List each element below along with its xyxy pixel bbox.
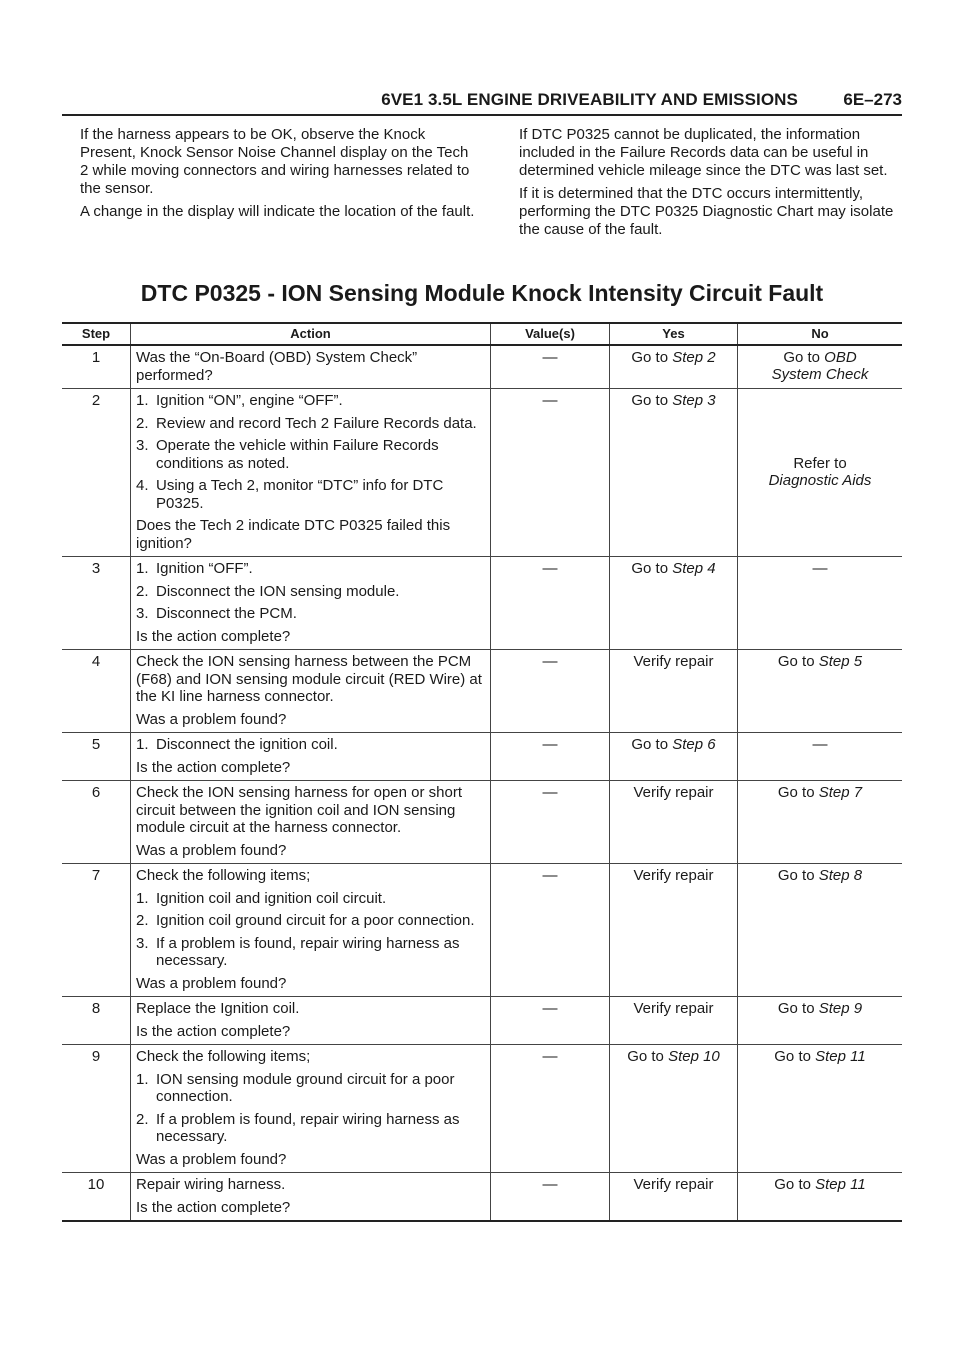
list-item bbox=[136, 736, 485, 754]
yes-reference: Step 6 bbox=[672, 736, 716, 753]
action-cell bbox=[131, 733, 491, 781]
yes-cell bbox=[610, 864, 738, 997]
value-cell: — bbox=[491, 1045, 610, 1173]
action-substep bbox=[136, 912, 485, 930]
yes-text: Verify repair bbox=[633, 1000, 714, 1017]
action-cell bbox=[131, 1045, 491, 1173]
table-row bbox=[62, 389, 902, 557]
value-cell: — bbox=[491, 864, 610, 997]
action-question: Does the Tech 2 indicate DTC P0325 failed this ignition? bbox=[136, 517, 451, 552]
no-cell bbox=[738, 557, 903, 650]
list-item bbox=[136, 890, 485, 908]
no-reference: Step 5 bbox=[818, 653, 863, 670]
list-number: 2. bbox=[136, 414, 149, 432]
action-question: Was a problem found? bbox=[136, 710, 287, 728]
no-reference: Diagnostic Aids bbox=[768, 472, 872, 489]
list-text: Ignition “ON”, engine “OFF”. bbox=[156, 392, 343, 409]
no-cell bbox=[738, 650, 903, 733]
step-number: 2 bbox=[62, 389, 131, 557]
action-text: Repair wiring harness. bbox=[136, 1176, 286, 1193]
list-number: 1. bbox=[136, 392, 149, 409]
no-text: Go to bbox=[774, 1176, 816, 1193]
list-text: Ignition “OFF”. bbox=[156, 560, 253, 577]
action-cell bbox=[131, 1173, 491, 1222]
yes-cell bbox=[610, 733, 738, 781]
yes-reference: Step 4 bbox=[672, 560, 716, 577]
yes-cell bbox=[610, 345, 738, 389]
list-item bbox=[136, 415, 485, 433]
yes-cell bbox=[610, 1045, 738, 1173]
yes-text: Verify repair bbox=[633, 784, 714, 801]
list-number: 1. bbox=[136, 736, 149, 753]
table-row bbox=[62, 997, 902, 1045]
no-text: Go to bbox=[777, 867, 819, 884]
no-text: Go to bbox=[777, 784, 819, 801]
intro-paragraph: If DTC P0325 cannot be duplicated, the information included in the Failure Records data can be useful in determined vehicle mileage since the DTC was last set. bbox=[519, 126, 888, 179]
list-number: 4. bbox=[136, 477, 149, 494]
action-cell bbox=[131, 389, 491, 557]
action-cell bbox=[131, 345, 491, 389]
no-reference: Step 7 bbox=[818, 784, 863, 801]
value-cell: — bbox=[491, 781, 610, 864]
no-reference: Step 11 bbox=[815, 1048, 866, 1065]
action-question: Is the action complete? bbox=[136, 627, 291, 645]
yes-text: Verify repair bbox=[633, 653, 714, 670]
action-cell bbox=[131, 864, 491, 997]
value-cell: — bbox=[491, 1173, 610, 1222]
no-text: — bbox=[812, 736, 828, 753]
action-substep bbox=[136, 560, 485, 578]
step-number: 10 bbox=[62, 1173, 131, 1222]
list-number: 2. bbox=[136, 1110, 149, 1128]
yes-text: Go to bbox=[631, 349, 673, 366]
list-number: 1. bbox=[136, 889, 149, 907]
list-text: Operate the vehicle within Failure Records conditions as noted. bbox=[156, 437, 439, 472]
action-substep bbox=[136, 1071, 485, 1106]
action-cell bbox=[131, 997, 491, 1045]
value-cell: — bbox=[491, 650, 610, 733]
action-question: Is the action complete? bbox=[136, 1198, 291, 1216]
col-header-action: Action bbox=[131, 323, 491, 345]
yes-text: Go to bbox=[631, 736, 673, 753]
no-cell bbox=[738, 389, 903, 557]
action-substep bbox=[136, 890, 485, 908]
yes-cell bbox=[610, 389, 738, 557]
no-text: Go to bbox=[774, 1048, 816, 1065]
no-cell bbox=[738, 864, 903, 997]
list-item bbox=[136, 605, 485, 623]
yes-reference: Step 10 bbox=[668, 1048, 720, 1065]
action-substep bbox=[136, 583, 485, 601]
list-item bbox=[136, 935, 485, 970]
list-number: 2. bbox=[136, 582, 149, 600]
no-cell bbox=[738, 733, 903, 781]
action-cell bbox=[131, 650, 491, 733]
step-number: 5 bbox=[62, 733, 131, 781]
list-text: Disconnect the ignition coil. bbox=[156, 736, 338, 753]
no-cell bbox=[738, 781, 903, 864]
no-reference: OBD System Check bbox=[771, 349, 869, 383]
table-row bbox=[62, 557, 902, 650]
action-question: Was a problem found? bbox=[136, 974, 287, 992]
yes-reference: Step 3 bbox=[672, 392, 716, 409]
action-question: Was a problem found? bbox=[136, 841, 287, 859]
action-text: Check the ION sensing harness for open or short circuit between the ignition coil and ION sensing module circuit at the harness connector. bbox=[136, 784, 463, 836]
col-header-values: Value(s) bbox=[491, 323, 610, 345]
step-number: 1 bbox=[62, 345, 131, 389]
list-text: If a problem is found, repair wiring harness as necessary. bbox=[156, 1110, 460, 1145]
action-question: Was a problem found? bbox=[136, 1150, 287, 1168]
list-number: 1. bbox=[136, 1070, 149, 1088]
yes-cell bbox=[610, 997, 738, 1045]
action-question: Was the “On-Board (OBD) System Check” performed? bbox=[136, 349, 418, 384]
table-row bbox=[62, 650, 902, 733]
list-number: 2. bbox=[136, 912, 149, 929]
intro-right-column bbox=[519, 126, 901, 244]
no-text: Go to bbox=[777, 1000, 819, 1017]
table-row bbox=[62, 781, 902, 864]
list-text: Review and record Tech 2 Failure Records data. bbox=[156, 414, 477, 432]
value-cell: — bbox=[491, 557, 610, 650]
page-number: 6E–273 bbox=[843, 90, 902, 109]
step-number: 9 bbox=[62, 1045, 131, 1173]
action-substep bbox=[136, 736, 485, 754]
action-cell bbox=[131, 557, 491, 650]
chart-title: DTC P0325 - ION Sensing Module Knock Intensity Circuit Fault bbox=[140, 280, 824, 306]
no-cell bbox=[738, 345, 903, 389]
value-cell: — bbox=[491, 733, 610, 781]
action-substep bbox=[136, 605, 485, 623]
step-number: 4 bbox=[62, 650, 131, 733]
step-number: 8 bbox=[62, 997, 131, 1045]
list-text: Ignition coil and ignition coil circuit. bbox=[156, 889, 387, 907]
no-text: Go to bbox=[777, 653, 819, 670]
step-number: 7 bbox=[62, 864, 131, 997]
yes-cell bbox=[610, 557, 738, 650]
action-text: Check the ION sensing harness between the PCM (F68) and ION sensing module circuit (RED Wire) at the KI line harness connector. bbox=[136, 653, 482, 705]
list-item bbox=[136, 1111, 485, 1146]
no-text: — bbox=[812, 560, 828, 577]
list-item bbox=[136, 583, 485, 601]
intro-left-column bbox=[80, 126, 475, 226]
yes-text: Verify repair bbox=[633, 1176, 714, 1193]
yes-cell bbox=[610, 1173, 738, 1222]
list-text: If a problem is found, repair wiring harness as necessary. bbox=[156, 934, 460, 969]
page-header bbox=[62, 88, 902, 116]
list-text: Using a Tech 2, monitor “DTC” info for DTC P0325. bbox=[156, 477, 444, 512]
intro-paragraph: If it is determined that the DTC occurs intermittently, performing the DTC P0325 Diagnostic Chart may isolate the cause of the fault. bbox=[519, 185, 894, 238]
action-substep bbox=[136, 437, 485, 472]
action-substep bbox=[136, 415, 485, 433]
list-item bbox=[136, 392, 485, 410]
list-text: Ignition coil ground circuit for a poor connection. bbox=[156, 912, 475, 929]
value-cell: — bbox=[491, 345, 610, 389]
yes-reference: Step 2 bbox=[672, 349, 716, 366]
action-substep bbox=[136, 392, 485, 410]
table-body bbox=[62, 345, 902, 1221]
action-substep bbox=[136, 1111, 485, 1146]
list-item bbox=[136, 1071, 485, 1106]
yes-text: Go to bbox=[631, 560, 673, 577]
table-row bbox=[62, 864, 902, 997]
action-question: Is the action complete? bbox=[136, 758, 291, 776]
step-number: 6 bbox=[62, 781, 131, 864]
no-cell bbox=[738, 997, 903, 1045]
action-substep bbox=[136, 477, 485, 512]
list-item bbox=[136, 560, 485, 578]
table-row bbox=[62, 733, 902, 781]
list-text: Disconnect the PCM. bbox=[156, 605, 297, 622]
no-cell bbox=[738, 1173, 903, 1222]
action-text: Check the following items; bbox=[136, 867, 311, 884]
no-cell bbox=[738, 1045, 903, 1173]
list-item bbox=[136, 912, 485, 930]
no-reference: Step 11 bbox=[815, 1176, 866, 1193]
no-reference: Step 8 bbox=[818, 867, 863, 884]
yes-text: Go to bbox=[627, 1048, 669, 1065]
list-number: 3. bbox=[136, 605, 149, 622]
col-header-step: Step bbox=[62, 323, 131, 345]
list-number: 3. bbox=[136, 437, 149, 454]
list-item bbox=[136, 477, 485, 512]
diagnostic-table bbox=[62, 322, 902, 1222]
value-cell: — bbox=[491, 997, 610, 1045]
no-reference: Step 9 bbox=[818, 1000, 863, 1017]
yes-text: Verify repair bbox=[633, 867, 714, 884]
list-number: 1. bbox=[136, 560, 149, 577]
no-text: Refer to bbox=[793, 454, 847, 472]
action-text: Replace the Ignition coil. bbox=[136, 1000, 300, 1017]
action-cell bbox=[131, 781, 491, 864]
yes-cell bbox=[610, 650, 738, 733]
value-cell: — bbox=[491, 389, 610, 557]
table-header-row bbox=[62, 323, 902, 345]
list-text: Disconnect the ION sensing module. bbox=[156, 582, 400, 600]
yes-text: Go to bbox=[631, 392, 673, 409]
action-question: Is the action complete? bbox=[136, 1022, 291, 1040]
step-number: 3 bbox=[62, 557, 131, 650]
table-row bbox=[62, 345, 902, 389]
yes-cell bbox=[610, 781, 738, 864]
list-number: 3. bbox=[136, 934, 149, 952]
action-substep bbox=[136, 935, 485, 970]
col-header-no: No bbox=[738, 323, 903, 345]
no-text: Go to bbox=[783, 349, 825, 366]
intro-paragraph: If the harness appears to be OK, observe the Knock Present, Knock Sensor Noise Channel display on the Tech 2 while moving connectors and wiring harnesses related to the sensor. bbox=[80, 126, 470, 197]
table-row bbox=[62, 1045, 902, 1173]
action-text: Check the following items; bbox=[136, 1048, 311, 1065]
list-text: ION sensing module ground circuit for a poor connection. bbox=[156, 1070, 455, 1105]
list-item bbox=[136, 437, 485, 472]
table-row bbox=[62, 1173, 902, 1222]
intro-paragraph: A change in the display will indicate the location of the fault. bbox=[80, 203, 475, 220]
section-title: 6VE1 3.5L ENGINE DRIVEABILITY AND EMISSIONS bbox=[381, 90, 798, 109]
col-header-yes: Yes bbox=[610, 323, 738, 345]
